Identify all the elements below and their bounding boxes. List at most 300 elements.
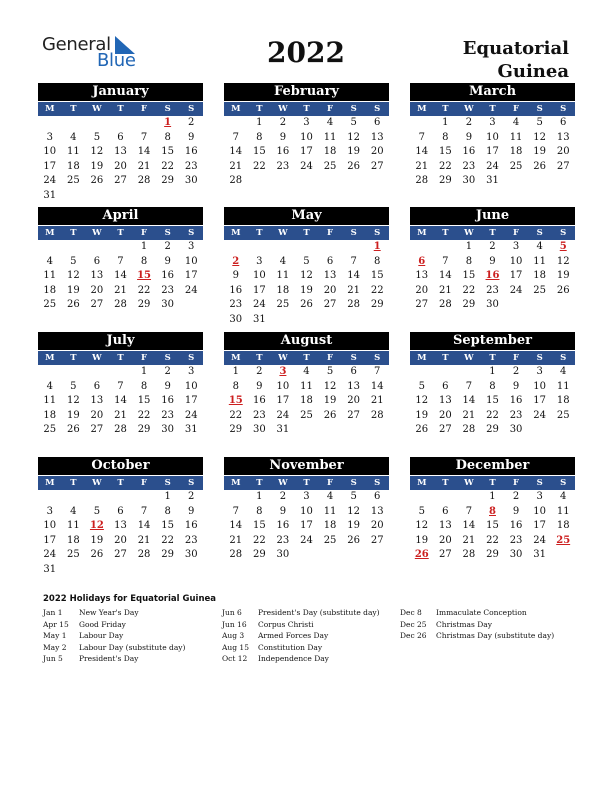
holiday-date: Aug 3 (222, 631, 245, 640)
day-cell: 1 (164, 491, 171, 502)
day-cell: 13 (323, 270, 337, 282)
day-cell: 13 (438, 395, 452, 407)
day-cell: 30 (276, 549, 290, 561)
day-cell: 24 (184, 409, 198, 421)
day-cell: 6 (117, 131, 124, 143)
weekday-label: T (442, 478, 449, 488)
day-cell: 12 (90, 146, 104, 158)
day-cell: 7 (232, 131, 239, 143)
holiday-name: Labour Day (substitute day) (79, 642, 186, 652)
day-cell: 3 (489, 117, 496, 128)
day-cell: 21 (114, 284, 127, 296)
day-cell: 31 (184, 424, 198, 436)
day-cell: 22 (486, 534, 499, 546)
weekday-label: M (417, 353, 427, 363)
day-cell: 12 (66, 395, 80, 407)
day-cell: 12 (347, 131, 360, 143)
day-grid (38, 116, 203, 204)
weekday-label: M (45, 353, 55, 363)
weekday-label: M (231, 478, 241, 488)
month-march (410, 83, 575, 189)
day-cell: 22 (229, 409, 243, 421)
weekday-label: T (70, 228, 77, 238)
day-cell: 30 (462, 175, 476, 187)
month-title: April (38, 207, 203, 225)
day-cell: 18 (556, 520, 570, 532)
day-cell: 21 (462, 409, 476, 421)
day-cell: 9 (188, 131, 195, 143)
weekday-label: S (536, 104, 543, 114)
holiday-date: Jun 5 (43, 654, 63, 663)
day-cell: 29 (252, 549, 266, 561)
empty-day-cell (271, 240, 295, 255)
day-cell: 7 (117, 255, 124, 267)
day-cell: 16 (276, 520, 290, 532)
day-cell: 15 (370, 270, 384, 282)
day-cell: 23 (161, 284, 174, 296)
day-cell: 24 (509, 284, 523, 296)
day-cell: 10 (300, 505, 313, 517)
day-cell: 28 (462, 424, 476, 436)
holiday-entry (222, 620, 380, 632)
page-header (0, 0, 612, 84)
day-cell: 2 (164, 241, 171, 252)
day-cell: 11 (66, 146, 80, 158)
day-cell: 13 (347, 380, 360, 392)
day-cell: 20 (370, 146, 384, 158)
day-cell: 27 (556, 160, 570, 172)
day-cell: 4 (303, 366, 310, 377)
day-cell: 22 (486, 409, 499, 421)
day-cell: 8 (465, 255, 473, 267)
weekday-label: T (442, 353, 449, 363)
day-cell: 16 (509, 520, 523, 532)
day-cell: 15 (252, 146, 266, 158)
day-cell: 20 (438, 409, 452, 421)
day-cell: 25 (323, 160, 337, 172)
month-title: November (224, 457, 389, 475)
day-cell: 5 (303, 255, 310, 267)
day-cell: 26 (323, 409, 337, 421)
day-cell: 19 (323, 395, 337, 407)
day-cell: 11 (276, 270, 290, 282)
month-title: December (410, 457, 575, 475)
month-may (224, 207, 389, 328)
day-cell: 1 (256, 491, 263, 502)
day-cell: 14 (347, 270, 360, 282)
day-cell: 24 (184, 284, 198, 296)
day-cell: 15 (486, 395, 499, 407)
day-cell: 15 (161, 520, 174, 532)
day-cell: 18 (509, 146, 523, 158)
day-cell: 17 (533, 395, 546, 407)
day-cell: 20 (114, 534, 127, 546)
weekday-header (38, 351, 203, 365)
day-cell: 11 (323, 505, 337, 517)
weekday-label: W (92, 478, 102, 488)
day-cell: 2 (512, 366, 520, 377)
day-cell: 24 (300, 534, 313, 546)
holiday-name: Labour Day (79, 631, 124, 640)
day-cell: 25 (43, 424, 57, 436)
weekday-label: T (489, 228, 496, 238)
holiday-entry (400, 631, 554, 643)
weekday-label: S (374, 228, 381, 238)
day-cell: 9 (232, 270, 239, 282)
day-cell: 13 (114, 146, 127, 158)
holiday-day-cell: 8 (489, 505, 496, 517)
day-cell: 1 (256, 117, 263, 128)
empty-day-cell (410, 116, 434, 131)
day-cell: 25 (66, 549, 80, 561)
day-cell: 21 (347, 284, 360, 296)
day-cell: 29 (161, 549, 174, 561)
day-cell: 6 (442, 380, 449, 392)
day-cell: 8 (374, 255, 381, 267)
weekday-label: W (278, 353, 288, 363)
holiday-column (400, 608, 554, 643)
day-cell: 22 (161, 160, 174, 172)
day-cell: 18 (43, 284, 57, 296)
day-cell: 25 (300, 409, 313, 421)
empty-day-cell (38, 365, 62, 380)
day-cell: 18 (66, 534, 80, 546)
day-cell: 28 (114, 299, 127, 311)
day-cell: 22 (252, 160, 266, 172)
empty-day-cell (434, 490, 458, 505)
day-cell: 11 (556, 505, 570, 517)
weekday-label: T (117, 104, 124, 114)
day-cell: 10 (184, 255, 198, 267)
day-cell: 25 (556, 409, 570, 421)
holiday-name: Corpus Christi (258, 619, 314, 629)
day-cell: 9 (256, 380, 263, 392)
day-cell: 16 (184, 520, 198, 532)
day-cell: 6 (117, 505, 124, 517)
weekday-label: F (513, 353, 520, 363)
day-cell: 9 (489, 255, 496, 267)
day-cell: 3 (188, 241, 195, 252)
empty-day-cell (62, 116, 86, 131)
day-cell: 30 (184, 549, 198, 561)
day-cell: 10 (43, 520, 57, 532)
day-cell: 17 (43, 534, 57, 546)
day-cell: 13 (415, 270, 429, 282)
weekday-header (38, 476, 203, 490)
weekday-label: T (303, 353, 310, 363)
day-cell: 20 (90, 284, 104, 296)
day-cell: 9 (512, 505, 520, 517)
day-cell: 18 (323, 520, 337, 532)
day-cell: 27 (114, 549, 127, 561)
weekday-label: S (350, 478, 357, 488)
holiday-entry (222, 608, 380, 620)
month-june (410, 207, 575, 313)
day-cell: 14 (370, 380, 384, 392)
weekday-label: S (164, 104, 171, 114)
holiday-day-cell: 6 (418, 255, 426, 267)
day-cell: 31 (533, 549, 546, 561)
holiday-name: Immaculate Conception (436, 608, 527, 617)
day-cell: 23 (161, 409, 174, 421)
day-cell: 16 (462, 146, 476, 158)
day-cell: 24 (276, 409, 290, 421)
day-cell: 1 (489, 366, 496, 377)
day-cell: 16 (276, 146, 290, 158)
day-cell: 6 (442, 505, 449, 517)
day-cell: 29 (438, 175, 452, 187)
holiday-column (43, 608, 185, 666)
day-cell: 5 (350, 117, 357, 128)
day-cell: 11 (323, 131, 337, 143)
holiday-day-cell: 26 (414, 549, 429, 561)
month-july (38, 332, 203, 438)
empty-day-cell (85, 490, 109, 505)
day-cell: 11 (300, 380, 313, 392)
day-cell: 16 (161, 270, 174, 282)
day-cell: 27 (347, 409, 360, 421)
day-cell: 13 (90, 395, 104, 407)
holiday-date: Dec 26 (400, 631, 427, 640)
weekday-label: S (560, 104, 567, 114)
weekday-label: M (417, 104, 427, 114)
day-cell: 19 (415, 534, 429, 546)
day-cell: 23 (276, 160, 290, 172)
day-cell: 19 (415, 409, 429, 421)
day-cell: 8 (256, 131, 263, 143)
holiday-date: Oct 12 (222, 654, 248, 663)
day-cell: 10 (300, 131, 313, 143)
holiday-entry (43, 620, 185, 632)
day-cell: 28 (137, 175, 151, 187)
weekday-label: W (464, 353, 474, 363)
day-cell: 16 (229, 284, 243, 296)
holiday-entry (222, 643, 380, 655)
day-cell: 15 (161, 146, 174, 158)
weekday-header (38, 226, 203, 240)
day-cell: 8 (489, 380, 496, 392)
day-cell: 14 (137, 146, 151, 158)
day-cell: 21 (438, 284, 452, 296)
weekday-label: T (256, 353, 263, 363)
day-cell: 17 (486, 146, 499, 158)
day-cell: 2 (512, 491, 520, 502)
holiday-entry (222, 654, 380, 666)
day-cell: 10 (509, 255, 523, 267)
day-cell: 3 (46, 131, 53, 143)
day-cell: 12 (415, 520, 429, 532)
empty-day-cell (85, 240, 109, 255)
empty-day-cell (109, 240, 133, 255)
day-cell: 24 (533, 409, 546, 421)
day-cell: 3 (536, 366, 543, 377)
day-cell: 19 (90, 534, 104, 546)
holiday-entry (400, 620, 554, 632)
weekday-label: F (327, 478, 334, 488)
month-title: March (410, 83, 575, 101)
day-cell: 27 (438, 424, 452, 436)
day-cell: 9 (164, 380, 171, 392)
month-january (38, 83, 203, 204)
day-cell: 29 (370, 299, 384, 311)
day-cell: 7 (140, 505, 148, 517)
day-cell: 18 (323, 146, 337, 158)
country-name (463, 37, 569, 83)
day-cell: 19 (347, 146, 360, 158)
day-cell: 3 (536, 491, 543, 502)
day-cell: 3 (303, 491, 310, 502)
day-cell: 8 (442, 131, 449, 143)
day-cell: 7 (350, 255, 357, 267)
day-cell: 14 (114, 395, 127, 407)
day-cell: 5 (536, 117, 543, 128)
day-cell: 22 (161, 534, 174, 546)
day-cell: 26 (415, 424, 429, 436)
day-cell: 24 (43, 175, 57, 187)
day-cell: 21 (229, 534, 243, 546)
weekday-label: S (536, 353, 543, 363)
weekday-label: W (464, 104, 474, 114)
weekday-label: T (303, 228, 310, 238)
day-cell: 11 (66, 520, 80, 532)
day-cell: 26 (347, 534, 360, 546)
day-grid (410, 365, 575, 438)
day-cell: 12 (66, 270, 80, 282)
day-cell: 13 (556, 131, 570, 143)
weekday-header (224, 226, 389, 240)
empty-day-cell (318, 240, 342, 255)
day-grid (38, 490, 203, 578)
empty-day-cell (38, 116, 62, 131)
day-cell: 12 (533, 131, 546, 143)
holiday-day-cell: 15 (137, 270, 152, 282)
day-cell: 23 (184, 160, 198, 172)
empty-day-cell (62, 240, 86, 255)
day-cell: 10 (533, 505, 546, 517)
weekday-label: T (303, 104, 310, 114)
day-cell: 9 (279, 505, 287, 517)
weekday-header (224, 351, 389, 365)
day-cell: 29 (462, 299, 476, 311)
weekday-label: M (417, 228, 427, 238)
holiday-list-title: 2022 Holidays for Equatorial Guinea (43, 594, 216, 604)
day-cell: 17 (43, 160, 57, 172)
day-cell: 7 (117, 380, 124, 392)
day-grid (38, 365, 203, 438)
month-title: January (38, 83, 203, 101)
day-cell: 1 (140, 366, 148, 377)
empty-day-cell (109, 365, 133, 380)
weekday-label: F (513, 478, 520, 488)
day-cell: 27 (415, 299, 429, 311)
weekday-label: M (45, 228, 55, 238)
weekday-label: S (374, 353, 381, 363)
day-cell: 25 (43, 299, 57, 311)
weekday-label: F (141, 478, 148, 488)
day-cell: 12 (415, 395, 429, 407)
day-cell: 27 (438, 549, 452, 561)
day-cell: 13 (370, 131, 384, 143)
logo-text-general: General (42, 34, 111, 55)
day-cell: 15 (462, 270, 476, 282)
day-cell: 28 (229, 549, 243, 561)
day-cell: 24 (300, 160, 313, 172)
day-cell: 28 (438, 299, 452, 311)
day-cell: 19 (66, 284, 80, 296)
day-cell: 7 (232, 505, 239, 517)
day-cell: 7 (418, 131, 425, 143)
day-cell: 20 (90, 409, 104, 421)
country-name-line-2: Guinea (497, 61, 569, 82)
day-grid (410, 240, 575, 313)
holiday-entry (400, 608, 554, 620)
day-cell: 14 (462, 520, 476, 532)
day-cell: 21 (137, 534, 151, 546)
weekday-label: M (231, 353, 241, 363)
weekday-label: T (70, 353, 77, 363)
day-cell: 27 (370, 534, 384, 546)
weekday-label: T (70, 478, 77, 488)
day-cell: 26 (347, 160, 360, 172)
day-cell: 30 (509, 549, 523, 561)
day-cell: 9 (512, 380, 520, 392)
day-cell: 26 (90, 549, 104, 561)
day-cell: 3 (512, 241, 520, 252)
day-cell: 21 (415, 160, 429, 172)
weekday-label: W (464, 228, 474, 238)
day-cell: 2 (279, 117, 287, 128)
day-cell: 6 (350, 366, 357, 377)
holiday-day-cell: 16 (485, 270, 500, 282)
day-cell: 21 (114, 409, 127, 421)
holiday-name: Independence Day (258, 654, 329, 663)
day-cell: 12 (556, 255, 570, 267)
weekday-label: S (164, 228, 171, 238)
day-cell: 1 (489, 491, 496, 502)
day-cell: 4 (536, 241, 543, 252)
day-cell: 11 (43, 270, 57, 282)
day-cell: 3 (46, 505, 53, 517)
holiday-name: Christmas Day (436, 619, 492, 629)
day-cell: 5 (418, 505, 425, 517)
day-cell: 28 (114, 424, 127, 436)
holiday-date: May 2 (43, 642, 67, 652)
empty-day-cell (224, 490, 248, 505)
weekday-label: M (45, 104, 55, 114)
holiday-date: Jun 6 (222, 608, 242, 617)
weekday-label: T (489, 353, 496, 363)
day-cell: 14 (137, 520, 151, 532)
day-cell: 4 (46, 255, 53, 267)
weekday-label: T (117, 478, 124, 488)
day-cell: 5 (418, 380, 425, 392)
weekday-label: W (92, 104, 102, 114)
day-cell: 13 (438, 520, 452, 532)
weekday-header (224, 476, 389, 490)
day-cell: 31 (252, 313, 266, 325)
day-cell: 27 (370, 160, 384, 172)
weekday-label: T (256, 228, 263, 238)
weekday-label: F (327, 104, 334, 114)
day-cell: 10 (533, 380, 546, 392)
day-cell: 5 (326, 366, 334, 377)
holiday-day-cell: 12 (89, 520, 104, 532)
day-cell: 14 (229, 520, 243, 532)
day-grid (224, 240, 389, 328)
day-cell: 24 (252, 299, 266, 311)
day-cell: 9 (188, 505, 195, 517)
day-cell: 26 (66, 424, 80, 436)
